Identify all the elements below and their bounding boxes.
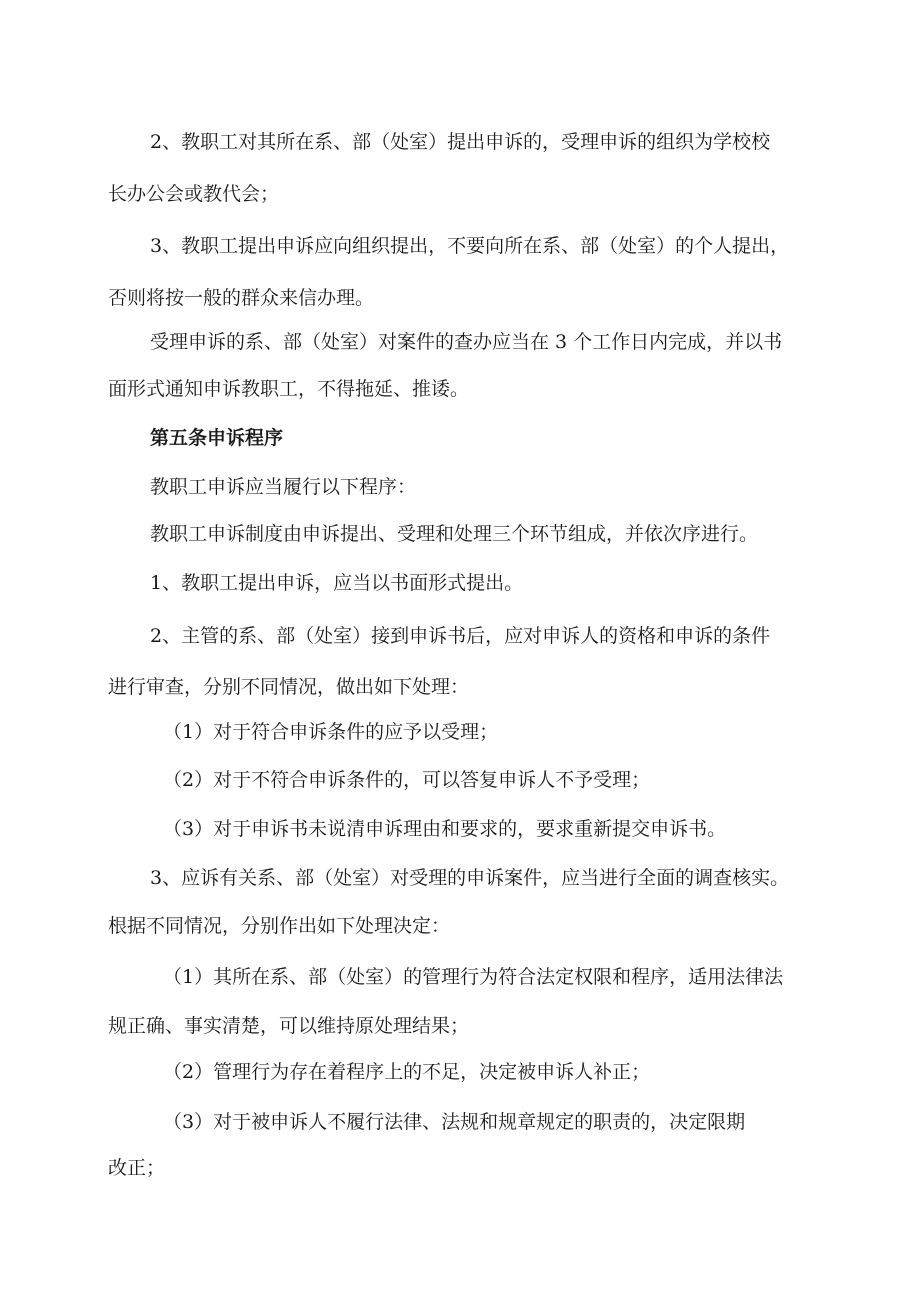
list-item: （1）对于符合申诉条件的应予以受理； [163,721,499,743]
list-item: （3）对于被申诉人不履行法律、法规和规章规定的职责的，决定限期 [163,1111,746,1133]
list-item: （2）管理行为存在着程序上的不足，决定被申诉人补正； [163,1061,651,1083]
paragraph-line: 1、教职工提出申诉，应当以书面形式提出。 [150,572,524,594]
paragraph-line: 3、应诉有关系、部（处室）对受理的申诉案件，应当进行全面的调查核实。 [150,867,790,889]
section-heading: 第五条申诉程序 [150,427,284,449]
paragraph-line: 教职工申诉制度由申诉提出、受理和处理三个环节组成，并依次序进行。 [150,523,759,545]
paragraph-line: 否则将按一般的群众来信办理。 [108,287,375,309]
paragraph-line: 面形式通知申诉教职工，不得拖延、推诿。 [108,378,470,400]
paragraph-line: 根据不同情况，分别作出如下处理决定： [108,915,451,937]
paragraph-line: 受理申诉的系、部（处室）对案件的查办应当在 3 个工作日内完成，并以书 [150,331,783,353]
paragraph-line: 2、教职工对其所在系、部（处室）提出申诉的，受理申诉的组织为学校校 [150,131,771,153]
paragraph-line: 3、教职工提出申诉应向组织提出，不要向所在系、部（处室）的个人提出， [150,235,790,257]
paragraph-line: 进行审查，分别不同情况，做出如下处理： [108,676,470,698]
list-item: 改正； [108,1157,166,1179]
list-item: 规正确、事实清楚，可以维持原处理结果； [108,1015,470,1037]
list-item: （2）对于不符合申诉条件的，可以答复申诉人不予受理； [163,769,651,791]
list-item: （1）其所在系、部（处室）的管理行为符合法定权限和程序，适用法律法 [163,966,784,988]
paragraph-line: 长办公会或教代会； [108,183,280,205]
paragraph-line: 教职工申诉应当履行以下程序： [150,476,417,498]
paragraph-line: 2、主管的系、部（处室）接到申诉书后，应对申诉人的资格和申诉的条件 [150,625,771,647]
list-item: （3）对于申诉书未说清申诉理由和要求的，要求重新提交申诉书。 [163,818,727,840]
